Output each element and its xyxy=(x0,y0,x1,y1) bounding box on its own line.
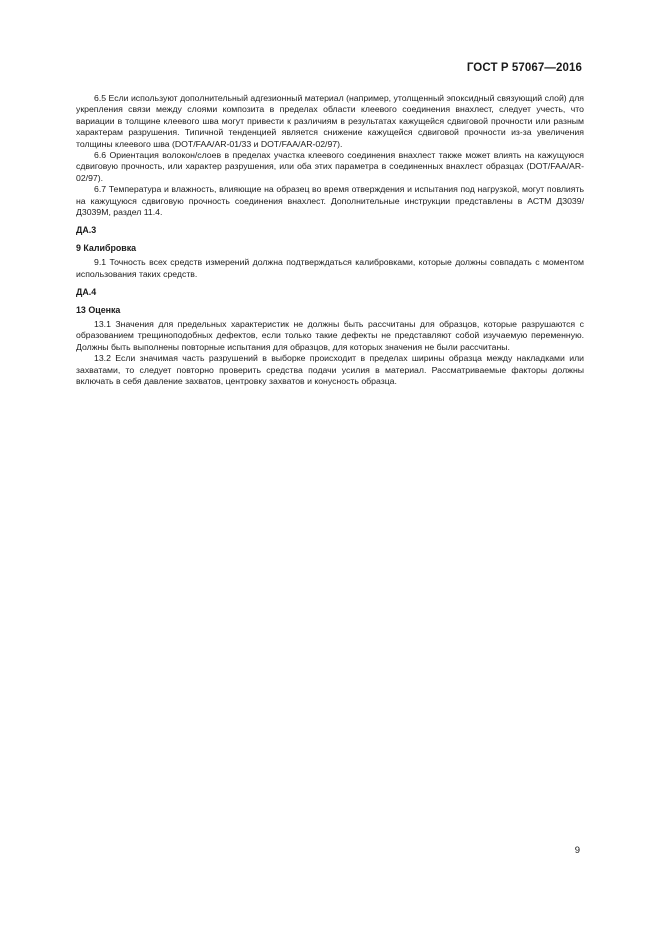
section-heading-calibration: 9 Калибровка xyxy=(76,242,137,253)
document-body xyxy=(76,93,584,387)
paragraph-13-2: 13.2 Если значимая часть разрушений в выборке происходит в пределах ширины образца между накладками или захватами, то следует повторно проверить средства подачи усилия в материал. Рассматриваемые факторы должны включать в себя давление захватов, центровку захватов и конусность образца. xyxy=(76,353,584,386)
paragraph-6-7: 6.7 Температура и влажность, влияющие на образец во время отверждения и испытания под нагрузкой, могут повлиять на кажущуюся сдвиговую прочность соединения внахлест. Дополнительные инструкции представлены в АСТМ Д3039/Д3039М, раздел 11.4. xyxy=(76,184,584,218)
paragraph-9-1: 9.1 Точность всех средств измерений должна подтверждаться калибровками, которые должны совпадать с моментом использования таких средств. xyxy=(76,257,584,279)
section-heading-evaluation: 13 Оценка xyxy=(76,304,121,315)
paragraph-13-1: 13.1 Значения для предельных характеристик не должны быть рассчитаны для образцов, которые разрушаются с образованием трещиноподобных дефектов, если только такие дефекты не представляют собой изучаемую переменную. Должны быть выполнены повторные испытания для образцов, для которых значения не были рассчитаны. xyxy=(76,318,584,352)
section-label-da4: ДА.4 xyxy=(76,287,97,298)
paragraph-6-5: 6.5 Если используют дополнительный адгезионный материал (например, утолщенный эпоксидный связующий слой) для укрепления связи между слоями композита в пределах области клеевого соединения внахлест, следует учесть, что вариации в толщине клеевого шва могут привести к различиям в результатах кажущейся сдвиговой прочности или разным характерам разрушения. Типичной тенденцией является снижение кажущейся сдвиговой прочности из-за увеличения толщины клеевого шва (DOT/FAA/AR-01/33 и DOT/FAA/AR-02/97). xyxy=(76,93,584,149)
document-number: ГОСТ Р 57067—2016 xyxy=(466,62,582,74)
section-label-da3: ДА.3 xyxy=(76,225,97,236)
paragraph-6-6: 6.6 Ориентация волокон/слоев в пределах участка клеевого соединения внахлест также может влиять на кажущуюся сдвиговую прочность, или характер разрушения, или оба этих параметра в соединенных внахлест образцах (DOT/FAA/AR-02/97). xyxy=(76,150,584,183)
page-number: 9 xyxy=(574,845,580,856)
